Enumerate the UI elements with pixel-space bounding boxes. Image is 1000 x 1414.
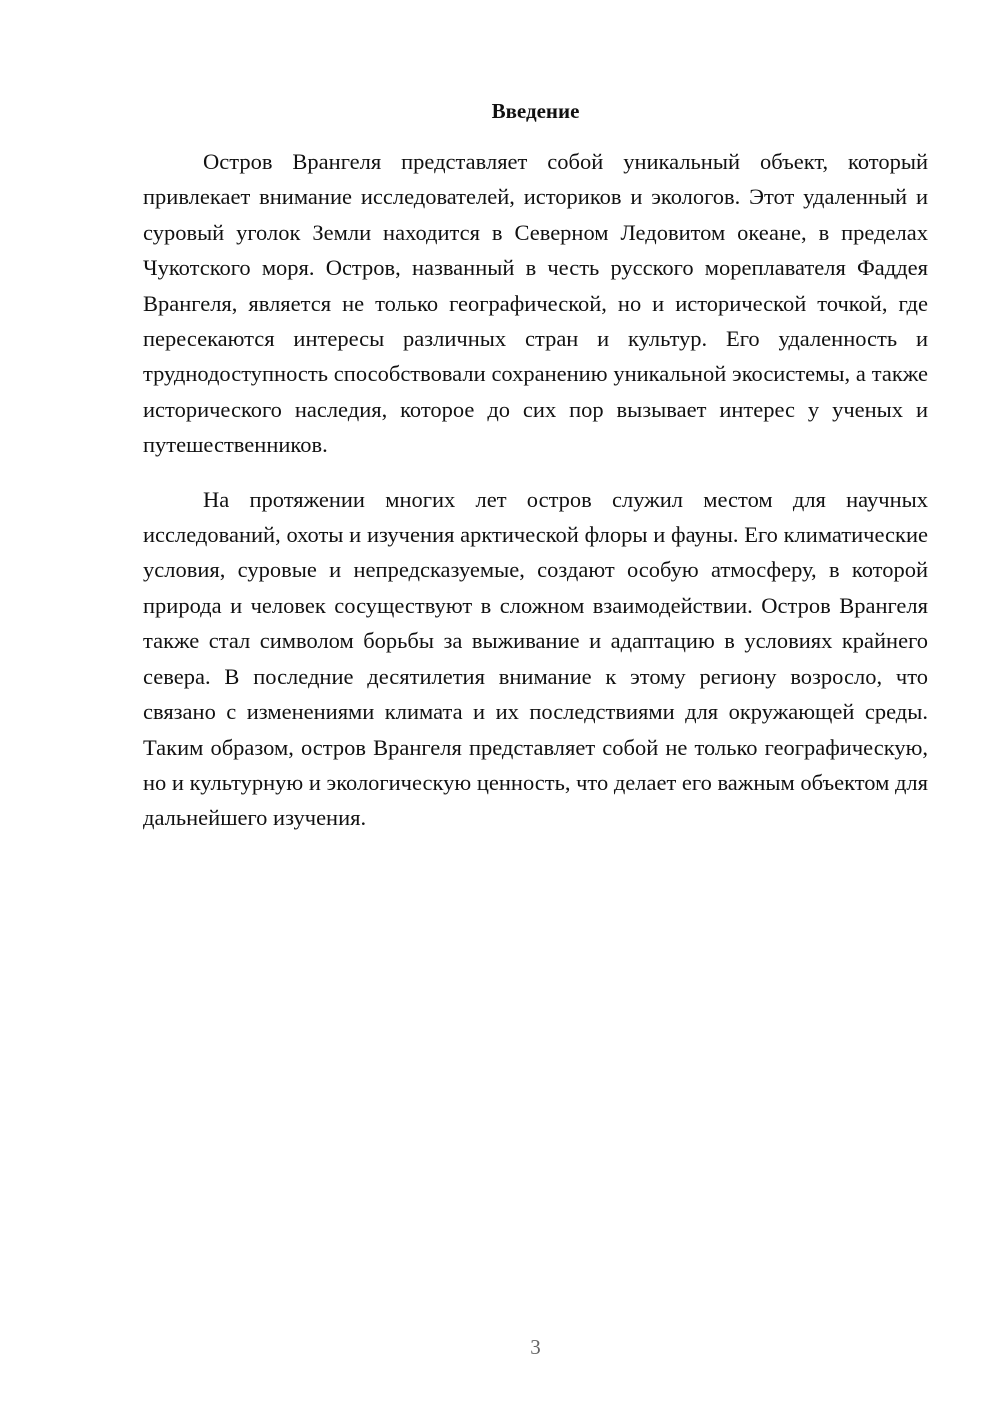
page-number: 3 — [530, 1335, 541, 1359]
paragraph-1: Остров Врангеля представляет собой уникальный объект, который привлекает внимание исследователей, историков и экологов. Этот удаленный и суровый уголок Земли находится в Северном Ледовитом океане, в пределах Чукотского моря. Остров, названный в честь русского мореплавателя Фаддея Врангеля, является не только географической, но и исторической точкой, где пересекаются интересы различных стран и культур. Его удаленность и труднодоступность способствовали сохранению уникальной экосистемы, а также исторического наследия, которое до сих пор вызывает интерес у ученых и путешественников. — [143, 149, 928, 458]
paragraph-2: На протяжении многих лет остров служил местом для научных исследований, охоты и изучения арктической флоры и фауны. Его климатические условия, суровые и непредсказуемые, создают особую атмосферу, в которой природа и человек сосуществуют в сложном взаимодействии. Остров Врангеля также стал символом борьбы за выживание и адаптацию в условиях крайнего севера. В последние десятилетия внимание к этому региону возросло, что связано с изменениями климата и их последствиями для окружающей среды. Таким образом, остров Врангеля представляет собой не только географическую, но и культурную и экологическую ценность, что делает его важным объектом для дальнейшего изучения. — [143, 486, 928, 831]
section-heading: Введение — [491, 99, 580, 123]
body-text — [143, 144, 928, 836]
